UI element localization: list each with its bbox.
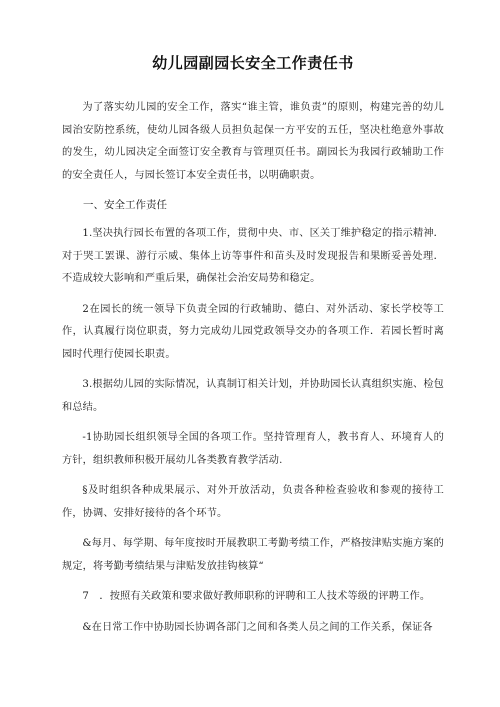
intro-paragraph: 为了落实幼儿园的安全工作，落实“谁主管，谁负责”的原则，构建完善的幼儿园治安防控系统，使幼儿园各级人员担负起保一方平安的五任，坚决杜绝意外事故的发生，幼儿园决定全面签订安全教育与管理页任书。副园长为我园行政辅助工作的安全责任人，与园长签订本安全责任书，以明确职责。: [62, 102, 444, 181]
item-paragraph-1: 1.坚决执行园长布置的各项工作，贯彻中央、市、区关丁维护稳定的指示精神．对于哭工罢课、游行示威、集体上访等事件和苗头及时发现报告和果断妥善处理．不造成较大影响和严重后果，确保社会治安局势和稳定。: [62, 228, 444, 284]
item-paragraph-5: §及时组织各种成果展示、对外开放活动，负责各种检查验收和参观的接待工作，协调、安排好接待的各个环节。: [62, 485, 444, 519]
item-paragraph-8: &在日常工作中协助园长协调各部门之间和各类人员之间的工作关系，保证各: [82, 621, 433, 633]
item-paragraph-6: &每月、每学期、每年度按时开展教职工考勤考绩工作，严格按津贴实施方案的规定，将考勤考绩结果与津贴发放挂钩核算“: [62, 538, 444, 572]
item-paragraph-7: 7 ．按照有关政策和要求做好教师职称的评聘和工人技术等级的评聘工作。: [82, 591, 431, 602]
section-heading: 一、安全工作责任: [83, 199, 167, 211]
item-paragraph-3: 3.根据幼儿园的实际情况，认真制订相关计划，并协助园长认真组织实施、检包和总结。: [62, 379, 444, 413]
item-paragraph-2: 2在园长的统一领导下负责全园的行政辅助、德白、对外活动、家长学校等工作，认真履行岗位职责，努力完成幼儿园党政领导交办的各项工作．若园长暂时离园时代理行使园长职责。: [62, 303, 444, 360]
item-paragraph-4: -1协助园长组织领导全国的各项工作。坚持管理育人，教书育人、环境育人的方针，组织教师积极开展幼儿各类教育教学活动.: [62, 432, 444, 466]
document-title: 幼儿园副园长安全工作责任书: [152, 54, 354, 72]
